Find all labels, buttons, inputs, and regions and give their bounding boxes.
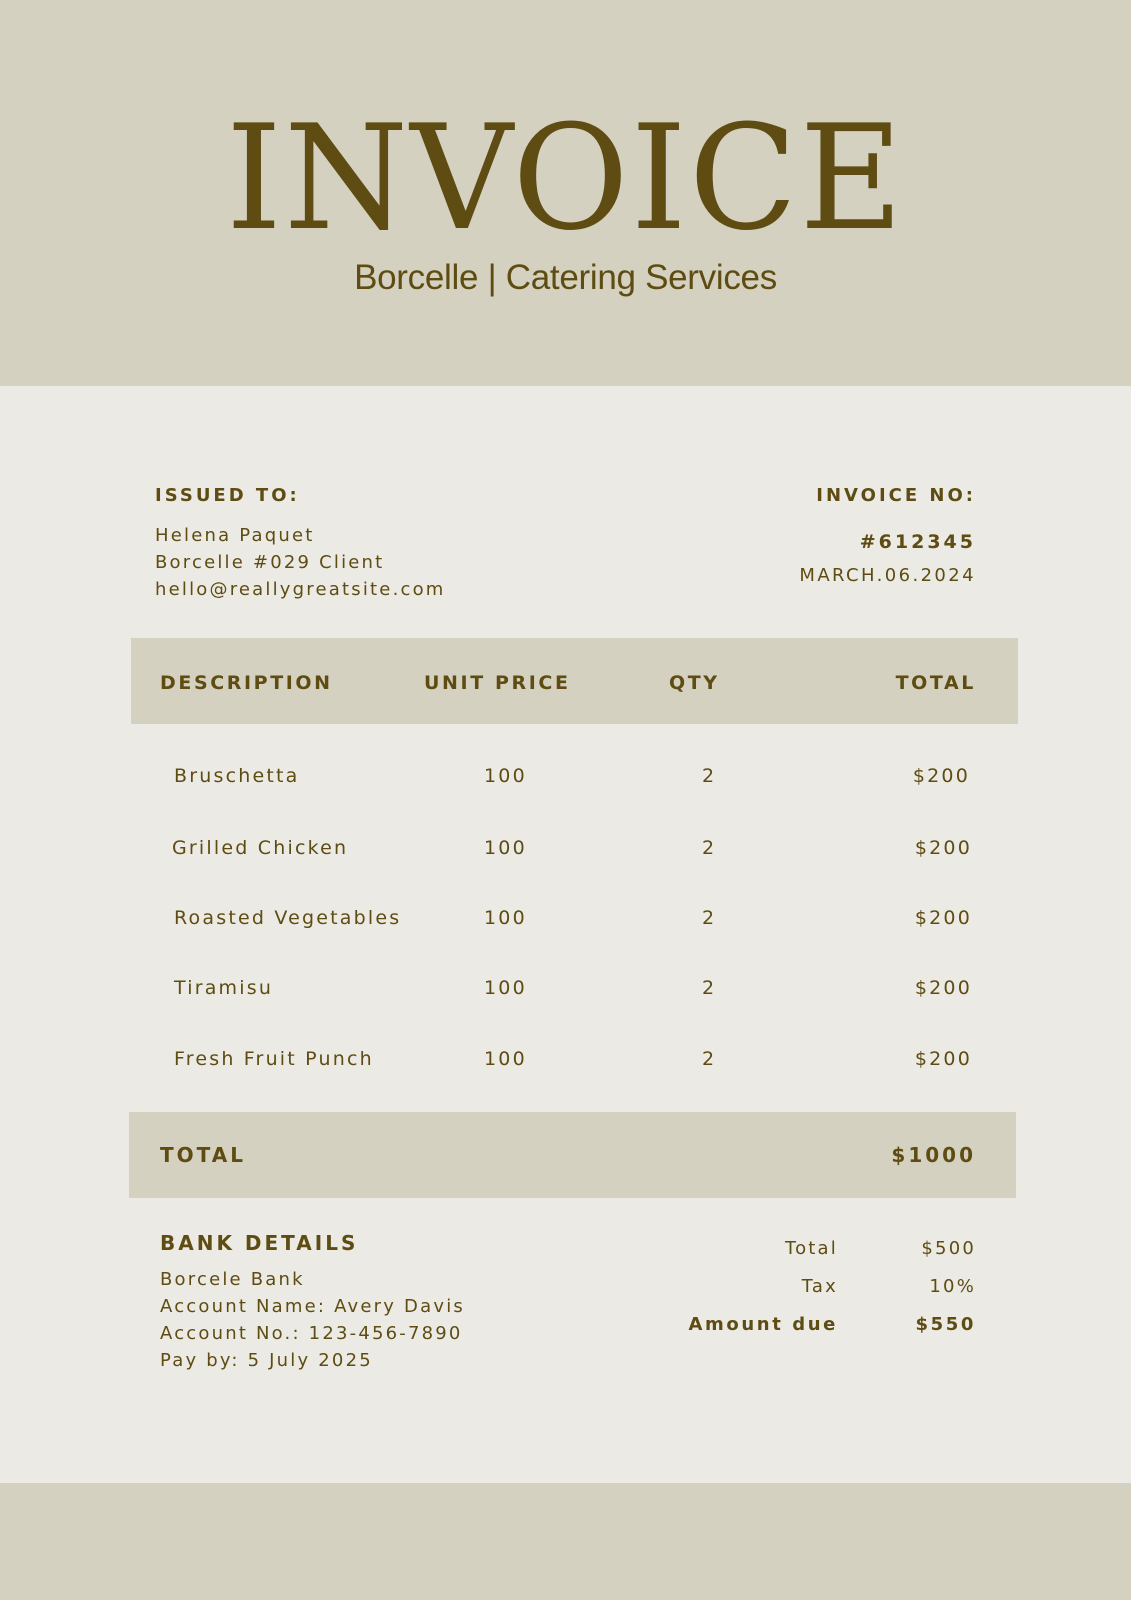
summary-tax-row	[538, 1267, 976, 1305]
header-qty: QTY	[669, 672, 720, 694]
bank-name: Borcele Bank	[160, 1269, 305, 1290]
table-row	[0, 835, 1131, 865]
table-row	[0, 763, 1131, 793]
summary-total-label: Total	[784, 1237, 838, 1259]
summary-total-value: $500	[921, 1237, 976, 1259]
summary-amount-due-row	[538, 1305, 976, 1343]
item-unit-price: 100	[484, 765, 527, 787]
item-unit-price: 100	[484, 837, 527, 859]
item-description: Grilled Chicken	[172, 837, 349, 859]
item-unit-price: 100	[484, 907, 527, 929]
summary-total-row	[538, 1229, 976, 1267]
payment-summary	[538, 1229, 976, 1343]
client-email: hello@reallygreatsite.com	[155, 579, 446, 600]
company-subtitle: Borcelle | Catering Services	[354, 258, 777, 297]
item-unit-price: 100	[484, 977, 527, 999]
invoice-title: INVOICE	[225, 94, 906, 263]
item-total: $200	[914, 907, 972, 929]
grand-total-value: $1000	[891, 1143, 976, 1167]
item-qty: 2	[702, 765, 717, 787]
amount-due-value: $550	[915, 1313, 976, 1335]
grand-total-row	[129, 1112, 1016, 1198]
item-total: $200	[914, 837, 972, 859]
item-total: $200	[912, 765, 970, 787]
item-description: Roasted Vegetables	[174, 907, 402, 929]
item-qty: 2	[702, 907, 717, 929]
account-name: Account Name: Avery Davis	[160, 1296, 465, 1317]
pay-by-date: Pay by: 5 July 2025	[160, 1350, 373, 1371]
item-total: $200	[914, 1048, 972, 1070]
bank-details-block	[160, 1230, 465, 1374]
item-description: Bruschetta	[174, 765, 300, 787]
invoice-number: #612345	[859, 531, 976, 553]
item-unit-price: 100	[484, 1048, 527, 1070]
invoice-date: MARCH.06.2024	[799, 565, 976, 586]
item-description: Tiramisu	[174, 977, 274, 999]
header-total: TOTAL	[895, 672, 976, 694]
item-total: $200	[914, 977, 972, 999]
issued-to-label: ISSUED TO:	[155, 485, 300, 506]
header-band	[0, 0, 1131, 386]
table-header	[131, 638, 1018, 724]
header-description: DESCRIPTION	[160, 672, 333, 694]
amount-due-label: Amount due	[688, 1313, 838, 1335]
grand-total-label: TOTAL	[160, 1143, 246, 1167]
invoice-meta-block	[799, 484, 976, 588]
header-unit-price: UNIT PRICE	[424, 672, 571, 694]
item-qty: 2	[702, 977, 717, 999]
item-qty: 2	[702, 837, 717, 859]
table-row	[0, 905, 1131, 935]
item-description: Fresh Fruit Punch	[174, 1048, 374, 1070]
account-number: Account No.: 123-456-7890	[160, 1323, 463, 1344]
footer-band	[0, 1483, 1131, 1600]
issued-to-block	[155, 484, 446, 603]
summary-tax-value: 10%	[929, 1275, 976, 1297]
table-row	[0, 975, 1131, 1005]
table-row	[0, 1046, 1131, 1076]
bank-details-label: BANK DETAILS	[160, 1231, 359, 1255]
summary-tax-label: Tax	[801, 1275, 838, 1297]
client-name: Helena Paquet	[155, 525, 315, 546]
client-id: Borcelle #029 Client	[155, 552, 385, 573]
item-qty: 2	[702, 1048, 717, 1070]
invoice-no-label: INVOICE NO:	[816, 485, 976, 506]
